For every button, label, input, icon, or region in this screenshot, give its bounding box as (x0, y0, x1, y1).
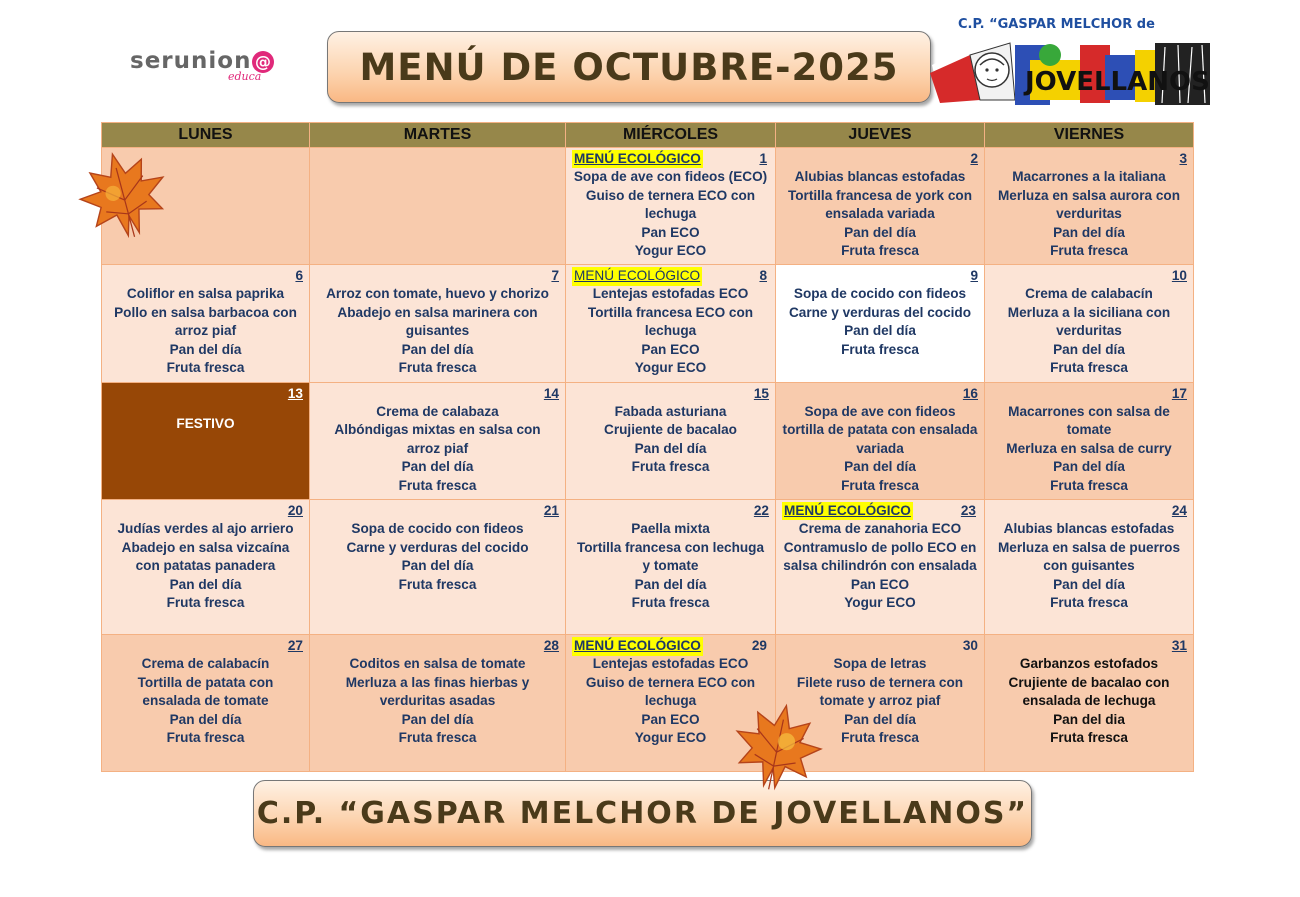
menu-item: Sopa de cocido con fideos (351, 521, 524, 537)
menu-item: Judías verdes al ajo arriero (117, 521, 294, 537)
menu-item: Pan del día (1053, 224, 1125, 240)
menu-item: Yogur ECO (634, 360, 707, 376)
menu-item: Filete ruso de ternera con tomate y arroz piaf (796, 674, 964, 709)
menu-item: Pan del día (169, 576, 242, 592)
menu-item: tortilla de patata con ensalada variada (782, 422, 978, 456)
day-cell (310, 265, 566, 382)
footer-banner (253, 780, 1032, 847)
page-title: MENÚ DE OCTUBRE-2025 (359, 45, 899, 89)
day-cell-content (776, 383, 984, 499)
day-cell-content (985, 635, 1193, 771)
day-cell-content (776, 265, 984, 381)
weekday-header: LUNES (102, 123, 310, 148)
day-cell (985, 148, 1194, 265)
menu-item: Abadejo en salsa vizcaína con patatas panadera (121, 539, 290, 574)
day-cell (102, 500, 310, 635)
day-cell-content (985, 383, 1193, 499)
day-cell-content (566, 383, 775, 499)
day-number: 27 (287, 638, 303, 654)
menu-item: Tortilla francesa ECO con lechuga (587, 304, 754, 339)
day-number: 3 (1179, 151, 1187, 166)
menu-item: Pan del día (844, 459, 916, 475)
day-number: 16 (962, 385, 978, 401)
menu-item: Crema de calabaza (376, 403, 499, 419)
menu-item: Merluza a la siciliana con verduritas (1007, 304, 1171, 339)
weekday-header: JUEVES (776, 123, 985, 148)
day-number: 22 (753, 503, 769, 519)
day-cell-content (310, 500, 565, 634)
menu-item: Crujiente de bacalao (604, 422, 737, 438)
menu-item: Pan del día (1053, 459, 1125, 475)
menu-item: Sopa de cocido con fideos (793, 286, 967, 302)
school-name: C.P. “GASPAR MELCHOR DE JOVELLANOS” (256, 796, 1029, 831)
menu-calendar (101, 122, 1194, 772)
menu-item: Merluza en salsa de curry (1006, 440, 1172, 456)
menu-item: Fruta fresca (1050, 360, 1128, 376)
menu-item: Pan del día (634, 440, 707, 456)
menu-item: Tortilla de patata con ensalada de tomate (137, 674, 274, 709)
menu-item: Fruta fresca (841, 243, 919, 258)
week-row (102, 265, 1194, 382)
school-logo (930, 15, 1240, 110)
menu-item: Garbanzos estofados (1019, 656, 1159, 672)
day-number: 20 (287, 503, 303, 519)
brand-mark: @ (252, 51, 274, 73)
menu-item: Crujiente de bacalao con ensalada de lechuga (1008, 674, 1170, 709)
day-cell (985, 635, 1194, 772)
menu-item: Fruta fresca (1050, 595, 1128, 611)
menu-item: Pan ECO (641, 341, 700, 357)
menu-item: Lentejas estofadas ECO (592, 286, 749, 302)
menu-item: Fruta fresca (841, 341, 919, 357)
menu-item: Pollo en salsa barbacoa con arroz piaf (114, 304, 297, 339)
menu-item: Fruta fresca (166, 730, 245, 746)
day-number: 17 (1171, 385, 1187, 401)
day-cell (310, 382, 566, 499)
weekday-header: VIERNES (985, 123, 1194, 148)
day-number: 28 (543, 638, 559, 654)
menu-item: Merluza en salsa de puerros con guisantes (997, 539, 1181, 574)
day-cell (566, 265, 776, 382)
day-cell (310, 635, 566, 772)
day-cell (102, 635, 310, 772)
menu-item: Pan del día (401, 558, 474, 574)
week-row (102, 382, 1194, 499)
menu-item: Macarrones con salsa de tomate (1008, 403, 1170, 438)
menu-item: Fruta fresca (398, 477, 477, 493)
menu-item: Pan del día (401, 341, 474, 357)
day-cell-content (566, 148, 775, 264)
day-number: 31 (1171, 638, 1187, 654)
menu-item: Pan del día (844, 323, 916, 339)
menu-item: Guiso de ternera ECO con lechuga (585, 674, 756, 709)
menu-item: Yogur ECO (844, 595, 916, 611)
day-cell (776, 265, 985, 382)
week-row (102, 148, 1194, 265)
weekday-header: MIÉRCOLES (566, 123, 776, 148)
day-cell-content (102, 500, 309, 634)
day-cell-content (310, 265, 565, 381)
day-number: 15 (753, 385, 769, 401)
menu-item: Tortilla francesa con lechuga y tomate (576, 539, 765, 574)
day-cell (985, 500, 1194, 635)
day-number: 21 (543, 503, 559, 519)
day-cell-content (776, 500, 984, 634)
festivo-label: FESTIVO (176, 415, 235, 431)
day-cell (776, 500, 985, 635)
menu-item: Sopa de ave con fideos (ECO) (573, 169, 768, 184)
menu-item: Alubias blancas estofadas (794, 169, 966, 184)
menu-item: Crema de zanahoria ECO (798, 521, 962, 537)
menu-item: Pan ECO (850, 576, 910, 592)
autumn-leaf-icon (730, 700, 825, 795)
day-number: 2 (970, 151, 978, 166)
menu-item: Coditos en salsa de tomate (349, 656, 526, 672)
weekday-header: MARTES (310, 123, 566, 148)
brand-name: serunion (130, 48, 252, 74)
day-cell (310, 148, 566, 265)
title-banner (327, 31, 931, 103)
day-number: 23 (960, 502, 976, 518)
menu-item: Pan del día (401, 711, 474, 727)
menu-item: Albóndigas mixtas en salsa con arroz piaf (334, 422, 541, 456)
weekday-header-row (102, 123, 1194, 148)
menu-item: Fruta fresca (398, 730, 477, 746)
eco-row (572, 267, 769, 285)
eco-row (782, 502, 978, 520)
eco-badge: MENÚ ECOLÓGICO (572, 267, 702, 286)
menu-item: Alubias blancas estofadas (1003, 521, 1175, 537)
day-number: 24 (1171, 503, 1187, 519)
day-cell-content (985, 500, 1193, 634)
menu-item: Pan del día (169, 711, 242, 727)
menu-item: Fruta fresca (398, 360, 477, 376)
menu-item: Fruta fresca (166, 595, 245, 611)
day-cell-content (310, 383, 565, 499)
menu-item: Pan ECO (641, 711, 700, 727)
menu-item: Pan del día (169, 341, 242, 357)
menu-item: Pan del día (844, 711, 916, 727)
day-number: 1 (759, 150, 767, 166)
menu-item: Crema de calabacín (141, 656, 270, 672)
day-number: 7 (551, 268, 559, 284)
menu-item: Contramuslo de pollo ECO en salsa chilindrón con ensalada (783, 539, 977, 574)
day-cell (776, 382, 985, 499)
eco-badge: MENÚ ECOLÓGICO (572, 637, 703, 656)
eco-badge: MENÚ ECOLÓGICO (782, 502, 913, 521)
eco-row (572, 637, 769, 655)
menu-item: Fruta fresca (631, 459, 710, 475)
menu-item: Fruta fresca (398, 576, 477, 592)
day-cell-content (566, 500, 775, 634)
menu-item: Crema de calabacín (1025, 286, 1153, 302)
brand-sub: educa (228, 70, 262, 83)
day-cell-content (102, 265, 309, 381)
day-cell (985, 382, 1194, 499)
day-cell-content (310, 148, 565, 264)
day-cell-content (985, 148, 1193, 264)
day-cell-content (566, 265, 775, 381)
menu-item: Pan del dia (1053, 711, 1125, 727)
day-number: 30 (962, 638, 978, 654)
menu-item: Yogur ECO (634, 243, 707, 258)
day-cell-content (310, 635, 565, 771)
autumn-leaf-icon (76, 148, 171, 243)
day-cell (102, 382, 310, 499)
day-number: 29 (751, 638, 767, 654)
menu-item: Sopa de ave con fideos (804, 403, 956, 419)
week-row (102, 500, 1194, 635)
day-number: 6 (295, 268, 303, 284)
week-row (102, 635, 1194, 772)
menu-item: Tortilla francesa de york con ensalada variada (787, 187, 973, 221)
day-cell (310, 500, 566, 635)
menu-item: Macarrones a la italiana (1012, 169, 1166, 184)
day-cell-content (776, 148, 984, 264)
menu-item: Carne y verduras del cocido (346, 539, 529, 555)
day-cell-content (102, 635, 309, 771)
menu-item: Arroz con tomate, huevo y chorizo (326, 286, 549, 302)
menu-item: Fruta fresca (631, 595, 710, 611)
menu-item: Sopa de letras (833, 656, 927, 672)
eco-row (572, 150, 769, 168)
day-cell-content (985, 265, 1193, 381)
menu-item: Merluza en salsa aurora con verduritas (997, 187, 1181, 221)
menu-item: Fruta fresca (1050, 730, 1128, 746)
day-number: 9 (970, 268, 978, 284)
menu-item: Pan del día (844, 224, 916, 240)
menu-item: Fruta fresca (841, 477, 919, 493)
day-number: 10 (1171, 268, 1187, 284)
menu-item: Fruta fresca (166, 360, 245, 376)
day-number: 13 (287, 385, 303, 401)
day-number: 8 (759, 268, 767, 284)
day-cell (566, 382, 776, 499)
day-cell (776, 148, 985, 265)
day-cell-content (102, 383, 309, 499)
menu-item: Abadejo en salsa marinera con guisantes (337, 304, 538, 339)
serunion-logo (130, 48, 305, 88)
menu-item: Fruta fresca (1050, 243, 1128, 258)
menu-item: Pan del día (1053, 341, 1125, 357)
menu-item: Fruta fresca (841, 730, 919, 746)
menu-item: Merluza a las finas hierbas y verduritas asadas (345, 674, 530, 709)
menu-item: Carne y verduras del cocido (788, 304, 972, 320)
school-logo-caption: C.P. “GASPAR MELCHOR de (958, 17, 1155, 32)
day-cell (566, 500, 776, 635)
school-logo-word: JOVELLANOS (1025, 67, 1210, 97)
day-number: 14 (543, 385, 559, 401)
menu-item: Lentejas estofadas ECO (592, 656, 749, 672)
day-cell (102, 265, 310, 382)
menu-item: Guiso de ternera ECO con lechuga (585, 187, 756, 221)
menu-item: Pan del día (1053, 576, 1125, 592)
menu-item: Fabada asturiana (614, 403, 727, 419)
menu-item: Pan del día (401, 459, 474, 475)
menu-item: Pan del día (634, 576, 707, 592)
menu-item: Fruta fresca (1050, 477, 1128, 493)
day-cell (566, 148, 776, 265)
menu-item: Paella mixta (631, 521, 710, 537)
eco-badge: MENÚ ECOLÓGICO (572, 150, 703, 169)
menu-item: Pan ECO (641, 224, 700, 240)
menu-item: Yogur ECO (634, 730, 707, 746)
day-cell (985, 265, 1194, 382)
menu-item: Coliflor en salsa paprika (126, 286, 285, 302)
